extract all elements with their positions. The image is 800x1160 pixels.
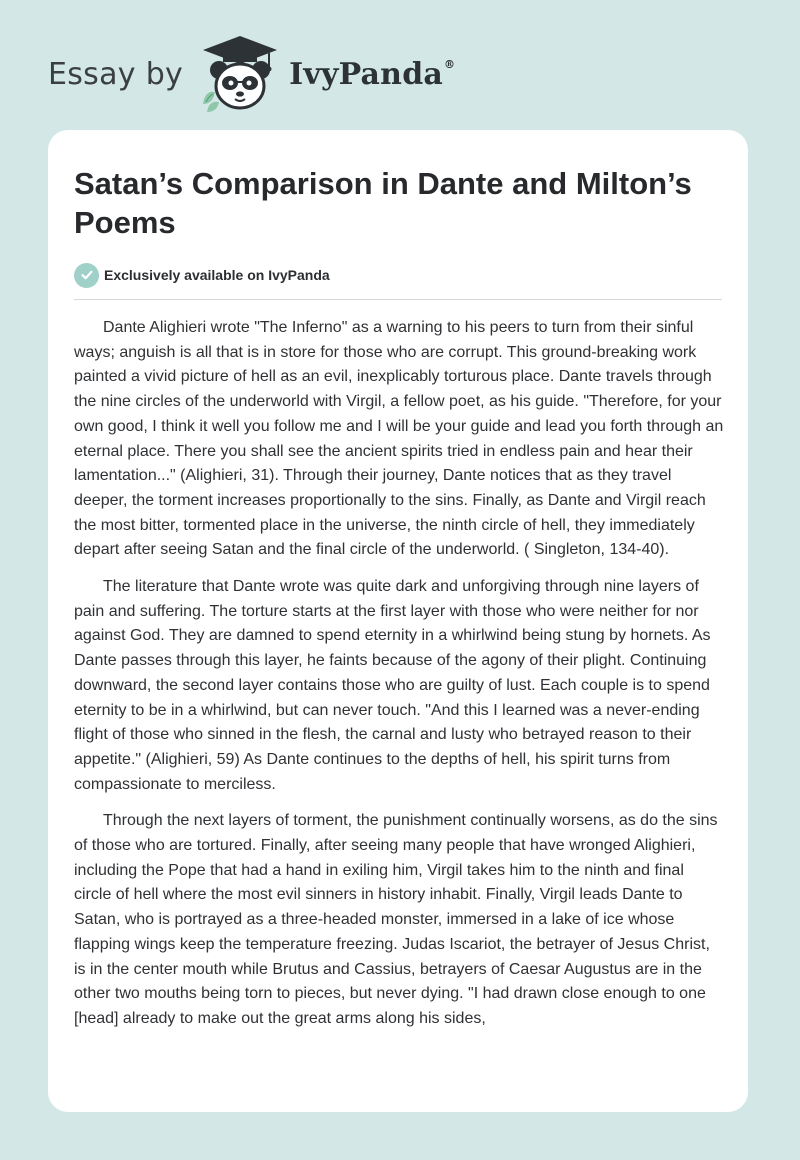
essay-paragraph-3: Through the next layers of torment, the punishment continually worsens, as do the sins of those who are tortured. Finally, after seeing many people that have wronged Alighieri, including the Pope that had a hand in exiling him, Virgil takes him to the ninth and final circle of hell where the most evil sinners in history inhabit. Finally, Virgil leads Dante to Satan, who is portrayed as a three-headed monster, immersed in a lake of ice whose flapping wings keep the temperature freezing. Judas Iscariot, the betrayer of Jesus Christ, is in the center mouth while Brutus and Cassius, betrayers of Caesar Augustus are in the other two mouths being torn to pieces, but never dying. "I had drawn close enough to one [head] already to make out the great arms along his sides, [74,812,718,1027]
exclusive-label: Exclusively available on IvyPanda [104,267,330,283]
essay-paragraph-1: Dante Alighieri wrote "The Inferno" as a warning to his peers to turn from their sinful ways; anguish is all that is in store for those who are corrupt. This ground-breaking work painted a vivid picture of hell as an evil, inexplicably torturous place. Dante travels through the nine circles of the underworld with Virgil, a fellow poet, as his guide. "Therefore, for your own good, I think it well you follow me and I will be your guide and lead you forth through an eternal place. There you shall see the ancient spirits tried in endless pain and hear their lamentation..." (Alighieri, 31). Through their journey, Dante notices that as they travel deeper, the torment increases proportionally to the sins. Finally, as Dante and Virgil reach the most bitter, tormented place in the universe, the ninth circle of hell, they immediately depart after seeing Satan and the final circle of the underworld. ( Singleton, 134-40). [74,319,724,559]
site-header [48,34,455,114]
divider [74,299,722,300]
panda-graduate-icon [197,34,283,114]
essay-by-label: Essay by [48,56,184,92]
essay-card [48,130,748,1112]
exclusive-badge [74,262,722,288]
brand-name[interactable]: IvyPanda® [289,56,456,92]
essay-paragraph-2: The literature that Dante wrote was quite dark and unforgiving through nine layers of pain and suffering. The torture starts at the first layer with those who were neither for nor against God. They are damned to spend eternity in a whirlwind being stung by hornets. As Dante passes through this layer, he faints because of the agony of their plight. Continuing downward, the second layer contains those who are guilty of lust. Each couple is to spend eternity to be in a whirlwind, but can never touch. "And this I learned was a never-ending flight of those who sinned in the flesh, the carnal and lusty who betrayed reason to their appetite." (Alighieri, 59) As Dante continues to the depths of hell, his spirit turns from compassionate to merciless. [74,578,711,793]
essay-title: Satan’s Comparison in Dante and Milton’s Poems [74,166,692,240]
check-circle-icon [74,263,99,288]
trademark-symbol: ® [444,57,456,71]
